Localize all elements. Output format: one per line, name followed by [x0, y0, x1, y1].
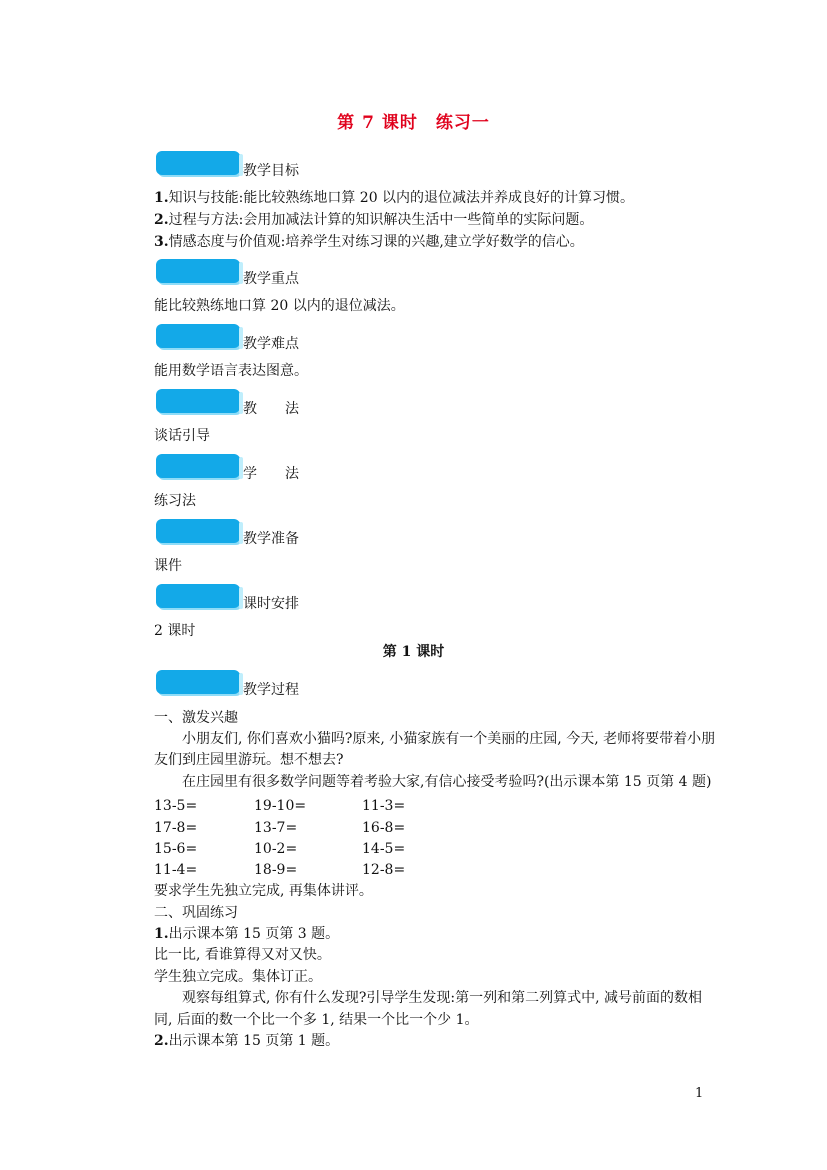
paragraph: 比一比, 看谁算得又对又快。 — [154, 947, 331, 963]
goal-item — [154, 211, 593, 229]
section-badge — [156, 670, 240, 694]
section-heading-schedule: 课时安排 — [243, 596, 299, 612]
section-heading-preparation: 教学准备 — [243, 531, 299, 547]
difficulty-text: 能用数学语言表达图意。 — [154, 363, 308, 379]
exercise: 16-8= — [362, 820, 406, 836]
exercise: 11-4= — [154, 862, 198, 878]
goal-number: 1. — [154, 190, 169, 206]
section-heading-goals: 教学目标 — [243, 163, 299, 179]
exercise: 12-8= — [362, 862, 406, 878]
exercise: 13-7= — [254, 820, 298, 836]
section-heading-learning-method: 学 法 — [243, 466, 299, 482]
goal-number: 2. — [154, 212, 169, 228]
paragraph: 观察每组算式, 你有什么发现?引导学生发现:第一列和第二列算式中, 减号前面的数相 — [182, 990, 703, 1006]
preparation-text: 课件 — [154, 558, 182, 574]
goal-text: 知识与技能:能比较熟练地口算 20 以内的退位减法并养成良好的计算习惯。 — [168, 190, 635, 206]
section-heading-teaching-method: 教 法 — [243, 401, 299, 417]
exercise: 19-10= — [254, 798, 307, 814]
exercise: 10-2= — [254, 841, 298, 857]
goal-text: 情感态度与价值观:培养学生对练习课的兴趣,建立学好数学的信心。 — [168, 234, 584, 250]
goal-text: 过程与方法:会用加减法计算的知识解决生活中一些简单的实际问题。 — [168, 212, 594, 228]
exercise: 18-9= — [254, 862, 298, 878]
list-item — [154, 925, 339, 943]
paragraph: 在庄园里有很多数学问题等着考验大家,有信心接受考验吗?(出示课本第 15 页第 4 题) — [182, 774, 712, 790]
goal-item — [154, 233, 584, 251]
teaching-method-text: 谈话引导 — [154, 428, 210, 444]
exercise: 14-5= — [362, 841, 406, 857]
list-text: 出示课本第 15 页第 3 题。 — [168, 926, 340, 942]
lesson-subtitle: 第 1 课时 — [382, 644, 445, 660]
learning-method-text: 练习法 — [154, 493, 196, 509]
paragraph-continuation: 友们到庄园里游玩。想不想去? — [154, 752, 344, 768]
schedule-text: 2 课时 — [154, 623, 196, 639]
list-number: 1. — [154, 926, 169, 942]
process-part-heading: 一、激发兴趣 — [154, 710, 238, 726]
section-heading-key-point: 教学重点 — [243, 271, 299, 287]
paragraph-continuation: 同, 后面的数一个比一个多 1, 结果一个比一个少 1。 — [154, 1012, 479, 1028]
paragraph: 要求学生先独立完成, 再集体讲评。 — [154, 883, 373, 899]
list-text: 出示课本第 15 页第 1 题。 — [168, 1033, 340, 1049]
exercise: 13-5= — [154, 798, 198, 814]
process-part-heading: 二、巩固练习 — [154, 905, 238, 921]
exercise: 15-6= — [154, 841, 198, 857]
section-badge — [156, 151, 240, 175]
section-heading-process: 教学过程 — [243, 682, 299, 698]
paragraph: 学生独立完成。集体订正。 — [154, 969, 322, 985]
goal-number: 3. — [154, 234, 169, 250]
section-badge — [156, 454, 240, 478]
section-badge — [156, 584, 240, 608]
section-badge — [156, 259, 240, 283]
exercise: 17-8= — [154, 820, 198, 836]
list-item — [154, 1032, 339, 1050]
exercise: 11-3= — [362, 798, 406, 814]
paragraph: 小朋友们, 你们喜欢小猫吗?原来, 小猫家族有一个美丽的庄园, 今天, 老师将要带着小朋 — [182, 731, 716, 747]
section-badge — [156, 519, 240, 543]
page-number: 1 — [695, 1086, 704, 1101]
key-point-text: 能比较熟练地口算 20 以内的退位减法。 — [154, 298, 405, 314]
page-title: 第 7 课时 练习一 — [337, 113, 490, 133]
list-number: 2. — [154, 1033, 169, 1049]
section-badge — [156, 389, 240, 413]
goal-item — [154, 189, 634, 207]
section-heading-difficulty: 教学难点 — [243, 336, 299, 352]
section-badge — [156, 324, 240, 348]
